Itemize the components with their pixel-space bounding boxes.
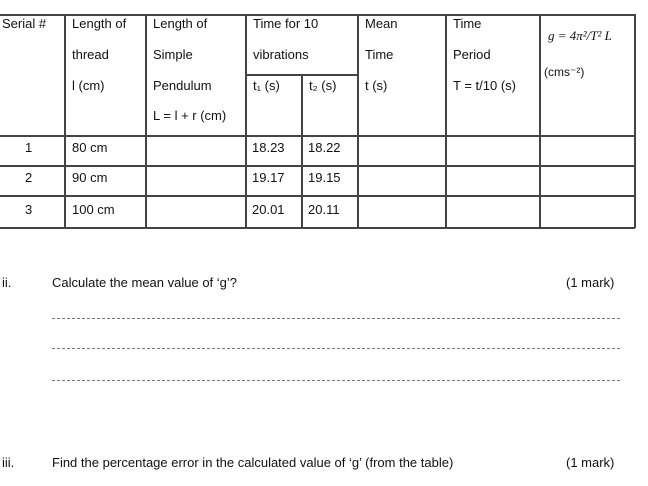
question-text: Find the percentage error in the calculated value of ‘g’ (from the table): [52, 455, 454, 470]
header-time10-2: vibrations: [253, 47, 309, 62]
row-t2: 18.22: [308, 140, 341, 155]
row-thread: 90 cm: [72, 170, 108, 185]
row-t1: 18.23: [252, 140, 285, 155]
question-number: ii.: [2, 275, 12, 290]
row-t2: 20.11: [308, 202, 340, 217]
header-pendulum-2: Simple: [153, 47, 193, 62]
header-mean-1: Mean: [365, 16, 398, 31]
header-time10-1: Time for 10: [253, 16, 319, 31]
header-period-2: Period: [453, 47, 491, 62]
answer-line: [52, 318, 620, 319]
header-mean-2: Time: [365, 47, 394, 62]
answer-line: [52, 380, 620, 381]
header-g-formula: g = 4π²/T² L: [548, 28, 612, 43]
header-pendulum-4: L = l + r (cm): [153, 108, 227, 123]
header-t2: t₂ (s): [309, 78, 337, 93]
answer-line: [52, 348, 620, 349]
header-t1: t₁ (s): [253, 78, 280, 93]
header-thread-1: Length of: [72, 16, 127, 31]
question-marks: (1 mark): [566, 275, 615, 290]
row-t2: 19.15: [308, 170, 341, 185]
header-period-1: Time: [453, 16, 482, 31]
row-serial: 3: [25, 202, 33, 217]
header-g-unit: (cms⁻²): [544, 65, 585, 79]
header-period-3: T = t/10 (s): [453, 78, 516, 93]
question-text: Calculate the mean value of ‘g’?: [52, 275, 238, 290]
question-number: iii.: [2, 455, 15, 470]
header-thread-2: thread: [72, 47, 109, 62]
row-thread: 80 cm: [72, 140, 108, 155]
header-pendulum-3: Pendulum: [153, 78, 212, 93]
row-serial: 2: [25, 170, 33, 185]
row-thread: 100 cm: [72, 202, 115, 217]
header-thread-3: l (cm): [72, 78, 105, 93]
row-t1: 20.01: [252, 202, 285, 217]
header-serial: Serial #: [2, 16, 47, 31]
header-pendulum-1: Length of: [153, 16, 208, 31]
question-marks: (1 mark): [566, 455, 615, 470]
row-t1: 19.17: [252, 170, 285, 185]
header-mean-3: t (s): [365, 78, 388, 93]
row-serial: 1: [25, 140, 33, 155]
